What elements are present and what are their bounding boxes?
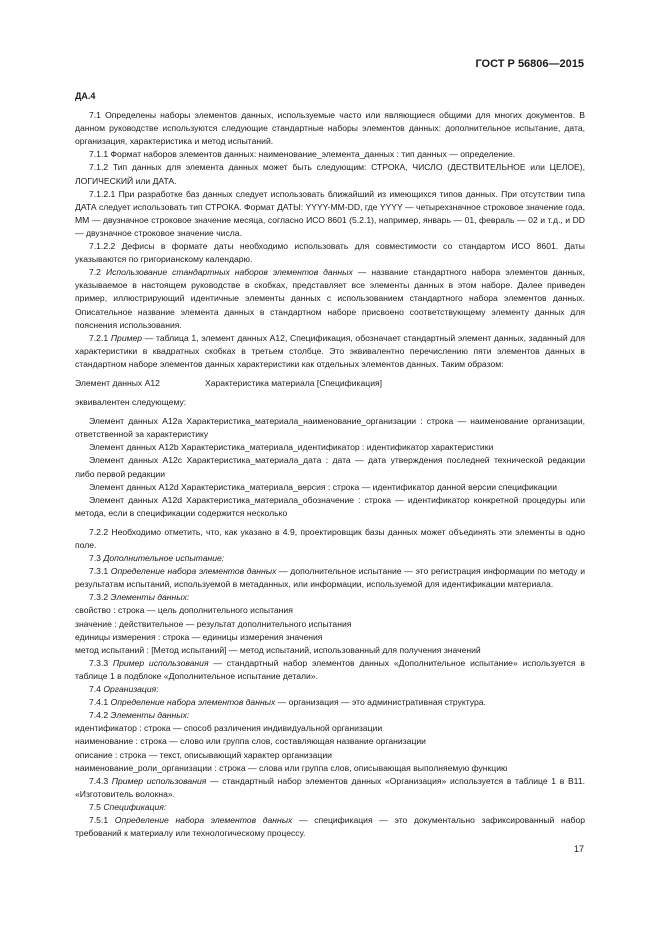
- list-item: единицы измерения : строка — единицы измерения значения: [75, 631, 323, 642]
- paragraph-7-3-2: 7.3.2 Элементы данных:: [89, 592, 190, 603]
- document-code: ГОСТ Р 56806—2015: [475, 58, 584, 70]
- paragraph-7-3-1: 7.3.1 Определение набора элементов данных — дополнительное испытание — это регистрация информации по методу и результатам испытаний, используемой в метаданных, или информации, используемой для идентификации материала.: [75, 566, 586, 590]
- element-a12b: Элемент данных А12b Характеристика_материала_идентификатор : идентификатор характеристики: [89, 442, 494, 453]
- equivalent-label: эквивалентен следующему:: [75, 397, 187, 408]
- list-item: метод испытаний : [Метод испытаний] — метод испытаний, использованный для получения значений: [75, 644, 481, 655]
- paragraph-7-5: 7.5 Спецификация:: [89, 801, 167, 812]
- page-body: [75, 90, 585, 840]
- element-a12a: Элемент данных А12а Характеристика_материала_наименование_организации : строка — наименование организации, ответственной за характеристику: [75, 416, 585, 440]
- list-item: идентификатор : строка — способ различения индивидуальной организации: [75, 723, 383, 734]
- paragraph-7-4-3: 7.4.3 Пример использования — стандартный набор элементов данных «Организация» используется в таблице 1 в В11. «Изготовитель волокна».: [75, 775, 585, 799]
- section-heading: ДА.4: [75, 91, 96, 101]
- paragraph-7-1-2-2: 7.1.2.2 Дефисы в формате даты необходимо использовать для совместимости со стандартом ИСО 8601. Даты указываются по григорианскому календарю.: [75, 241, 585, 265]
- paragraph-7-4-1: 7.4.1 Определение набора элементов данных — организация — это административная структура.: [89, 697, 486, 708]
- paragraph-7-4-2: 7.4.2 Элементы данных:: [89, 710, 190, 721]
- paragraph-7-1-2-1: 7.1.2.1 При разработке баз данных следует использовать ближайший из имеющихся типов данных. При отсутствии типа ДАТА следует использовать тип СТРОКА. Формат ДАТЫ: YYYY-MM-DD, где YYYY — четырехзначное строковое значение года, MM — двузначное строковое значение месяца, согласно ИСО 8601 (5.2.1), например, январь — 01, февраль — 02 и т.д., и DD — двузначное строковое значение числа.: [75, 188, 585, 238]
- list-item: свойство : строка — цель дополнительного испытания: [75, 605, 293, 616]
- paragraph-7-3: 7.3 Дополнительное испытание:: [89, 553, 225, 564]
- list-item: значение : действительное — результат дополнительного испытания: [75, 618, 352, 629]
- paragraph-7-2: 7.2 Использование стандартных наборов элементов данных — название стандартного набора элементов данных, указываемое в настоящем руководстве в скобках, представляет все элементы данных в этом наборе. Далее приведен пример, иллюстрирующий идентичные элементы данных с использованием стандартного набора элементов данных. Описательное название элемента данных в стандартном наборе присвоено соответствующему элементу данных для пояснения использования.: [75, 267, 585, 330]
- paragraph-7-5-1: 7.5.1 Определение набора элементов данных — спецификация — это документально зафиксированный набор требований к материалу или технологическому процессу.: [75, 814, 586, 839]
- paragraph-7-3-3: 7.3.3 Пример использования — стандартный набор элементов данных «Дополнительное испытание» используется в таблице 1 в подблоке «Дополнительное испытание детали».: [75, 657, 585, 681]
- element-a12d-version: Элемент данных А12d Характеристика_материала_версия : строка — идентификатор данной версии спецификации: [89, 481, 558, 492]
- list-item: описание : строка — текст, описывающий характер организации: [75, 749, 332, 760]
- list-item: наименование : строка — слово или группа слов, составляющая название организации: [75, 736, 426, 747]
- paragraph-7-4: 7.4 Организация:: [89, 684, 159, 695]
- paragraph-7-1-1: 7.1.1 Формат наборов элементов данных: наименование_элемента_данных : тип данных — определение.: [89, 149, 516, 160]
- paragraph-7-2-2: 7.2.2 Необходимо отметить, что, как указано в 4.9, проектировщик базы данных может объединять эти элементы в одно поле.: [75, 526, 585, 550]
- paragraph-7-1: 7.1 Определены наборы элементов данных, используемые часто или являющиеся общими для многих документов. В данном руководстве используются следующие стандартные наборы элементов данных: дополнительное испытание, дата, организация, характеристика и метод испытаний.: [75, 110, 585, 147]
- element-a12d-designation: Элемент данных А12d Характеристика_материала_обозначение : строка — идентификатор конкретной процедуры или метода, если в спецификации содержится несколько: [75, 494, 585, 518]
- page-number: 17: [573, 844, 584, 854]
- list-item: наименование_роли_организации : строка — слова или группа слов, описывающая выполняемую функцию: [75, 762, 508, 773]
- paragraph-7-1-2: 7.1.2 Тип данных для элемента данных может быть следующим: СТРОКА, ЧИСЛО (ДЕСТВИТЕЛЬНОЕ или ЦЕЛОЕ), ЛОГИЧЕСКИЙ или ДАТА.: [75, 162, 585, 186]
- paragraph-7-2-1: 7.2.1 Пример — таблица 1, элемент данных А12, Спецификация, обозначает стандартный элемент данных, заданный для характеристики в квадратных скобках в третьем столбце. Это эквивалентно перечислению пяти элементов данных в стандартном наборе элементов данных характеристики как отдельных элементов данных. Таким образом:: [75, 332, 586, 369]
- element-a12c: Элемент данных А12с Характеристика_материала_дата : дата — дата утверждения последней технической редакции либо первой редакции: [75, 455, 585, 479]
- example-line: Элемент данных А12 Характеристика материала [Спецификация]: [75, 377, 383, 388]
